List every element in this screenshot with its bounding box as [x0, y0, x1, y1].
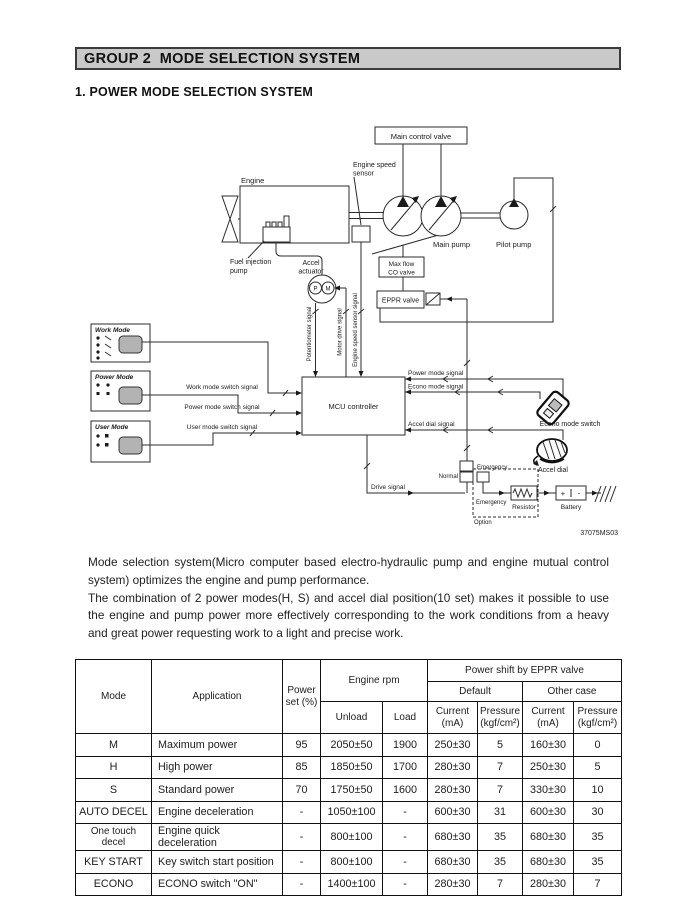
option-label: Option [474, 520, 492, 526]
cell-pressure-other: 35 [574, 851, 622, 874]
emergency-top-label: Emergency [477, 465, 508, 471]
cell-pressure-other: 10 [574, 779, 622, 802]
engine-speed-sensor-signal-label: Engine speed sensor signal [353, 293, 359, 367]
resistor-label: Resistor [512, 504, 536, 511]
svg-text:actuator: actuator [298, 268, 324, 276]
cell-load: 1900 [383, 734, 428, 757]
cell-pressure-default: 7 [478, 779, 523, 802]
description-text [88, 554, 609, 643]
main-pump-label: Main pump [433, 240, 471, 249]
main-control-valve-label: Main control valve [390, 132, 452, 141]
eppr-valve-label: EPPR valve [381, 297, 420, 305]
cell-mode: H [76, 756, 152, 779]
cell-load: - [383, 873, 428, 896]
group-header-title: GROUP 2 MODE SELECTION SYSTEM [84, 50, 361, 67]
col-header-other-case: Other case [523, 682, 622, 702]
cell-current-default: 280±30 [428, 779, 478, 802]
eppr-valve [377, 291, 467, 308]
drawing-number: 37075MS03 [580, 530, 618, 537]
cell-mode: M [76, 734, 152, 757]
cell-unload: 1850±50 [321, 756, 383, 779]
cell-unload: 800±100 [321, 824, 383, 851]
cell-current-default: 280±30 [428, 756, 478, 779]
engine-speed-sensor-label: Engine speed [353, 162, 396, 169]
main-pump [372, 196, 470, 257]
cell-application: Maximum power [152, 734, 283, 757]
fan-icon [222, 196, 238, 219]
cell-pressure-default: 7 [478, 873, 523, 896]
cell-power-set: 70 [283, 779, 321, 802]
col-header-mode: Mode [76, 660, 152, 734]
potentiometer-signal-label: Potentiometer signal [307, 306, 313, 362]
cell-unload: 1400±100 [321, 873, 383, 896]
table-row [76, 756, 622, 779]
normal-label: Normal [438, 474, 458, 480]
econo-mode-switch-icon [536, 390, 601, 428]
col-header-current-other: Current (mA) [523, 702, 574, 734]
user-mode-title: User Mode [95, 424, 129, 431]
battery-label: Battery [560, 504, 582, 511]
col-header-pressure-default: Pressure (kgf/cm²) [478, 702, 523, 734]
econo-mode-switch-label: Econo mode switch [539, 421, 601, 428]
cell-pressure-default: 35 [478, 824, 523, 851]
cell-mode: ECONO [76, 873, 152, 896]
cell-load: 1600 [383, 779, 428, 802]
cell-mode: AUTO DECEL [76, 801, 152, 824]
mcu-controller-label: MCU controller [328, 402, 379, 411]
max-flow-label: Max flow [388, 261, 415, 268]
motor-drive-signal-label: Motor drive signal [337, 308, 344, 356]
cell-pressure-default: 31 [478, 801, 523, 824]
cell-application: Engine deceleration [152, 801, 283, 824]
user-mode-switch-signal-label: User mode switch signal [186, 424, 258, 431]
col-header-power-shift: Power shift by EPPR valve [428, 660, 622, 682]
user-mode-button [119, 437, 142, 454]
cell-power-set: - [283, 801, 321, 824]
col-header-engine-rpm: Engine rpm [321, 660, 428, 702]
cell-power-set: 95 [283, 734, 321, 757]
cell-current-default: 280±30 [428, 873, 478, 896]
cell-power-set: - [283, 873, 321, 896]
cell-pressure-other: 35 [574, 824, 622, 851]
accel-actuator-label: Accel [302, 260, 320, 267]
cell-current-default: 250±30 [428, 734, 478, 757]
mode-selection-diagram [0, 110, 697, 550]
cell-application: Key switch start position [152, 851, 283, 874]
cell-pressure-other: 5 [574, 756, 622, 779]
cell-pressure-other: 0 [574, 734, 622, 757]
table-header-row-1 [76, 660, 622, 682]
work-mode-switch-signal-label: Work mode switch signal [186, 384, 258, 391]
svg-text:+: + [560, 489, 566, 498]
option-circuit [473, 469, 616, 526]
cell-load: 1700 [383, 756, 428, 779]
paragraph-2: The combination of 2 power modes(H, S) and accel dial position(10 set) makes it possible to use the engine and pump power more effectively corresponding to the work conditions from a heavy and great power requesting work to a light and precise work. [88, 590, 609, 641]
col-header-power-set: Power set (%) [283, 660, 321, 734]
m-label: M [325, 286, 331, 293]
accel-dial-signal-label: Accel dial signal [408, 421, 455, 428]
power-mode-panel [91, 371, 150, 411]
cell-load: - [383, 801, 428, 824]
max-flow-co-valve [379, 257, 424, 291]
col-header-default: Default [428, 682, 523, 702]
col-header-application: Application [152, 660, 283, 734]
group-header-bar [75, 47, 621, 70]
cell-current-other: 160±30 [523, 734, 574, 757]
cell-unload: 800±100 [321, 851, 383, 874]
power-mode-button [119, 387, 142, 404]
work-mode-button [119, 336, 142, 353]
cell-pressure-default: 5 [478, 734, 523, 757]
cell-application: High power [152, 756, 283, 779]
table-row [76, 801, 622, 824]
drive-signal-label: Drive signal [371, 484, 405, 491]
cell-mode: KEY START [76, 851, 152, 874]
cell-pressure-default: 7 [478, 756, 523, 779]
cell-pressure-other: 30 [574, 801, 622, 824]
ground-icon [595, 486, 616, 502]
cell-application: Standard power [152, 779, 283, 802]
cell-current-default: 680±30 [428, 824, 478, 851]
svg-text:pump: pump [230, 268, 248, 275]
col-header-unload: Unload [321, 702, 383, 734]
fuel-injection-pump-label: Fuel injection [230, 259, 272, 266]
cell-mode: One touch decel [76, 824, 152, 851]
cell-current-other: 680±30 [523, 851, 574, 874]
mcu-controller [302, 377, 405, 435]
cell-current-other: 600±30 [523, 801, 574, 824]
pilot-pump-label: Pilot pump [496, 240, 532, 249]
col-header-current-default: Current (mA) [428, 702, 478, 734]
work-mode-panel [91, 324, 150, 362]
cell-application: Engine quick deceleration [152, 824, 283, 851]
cell-load: - [383, 851, 428, 874]
cell-unload: 1050±100 [321, 801, 383, 824]
cell-current-other: 680±30 [523, 824, 574, 851]
table-row [76, 873, 622, 896]
user-mode-panel [91, 421, 150, 462]
cell-current-default: 680±30 [428, 851, 478, 874]
paragraph-1: Mode selection system(Micro computer based electro-hydraulic pump and engine mutual control system) optimizes the engine and pump performance. [88, 555, 609, 587]
cell-pressure-default: 35 [478, 851, 523, 874]
cell-application: ECONO switch "ON" [152, 873, 283, 896]
cell-mode: S [76, 779, 152, 802]
power-mode-title: Power Mode [95, 374, 134, 381]
table-row [76, 734, 622, 757]
cell-load: - [383, 824, 428, 851]
svg-text:sensor: sensor [353, 170, 375, 178]
svg-text:CO valve: CO valve [388, 269, 415, 277]
econo-mode-signal-label: Econo mode signal [408, 383, 464, 391]
accel-dial-label: Accel dial [538, 467, 568, 474]
emergency-inner-label: Emergency [476, 500, 507, 506]
cell-current-other: 250±30 [523, 756, 574, 779]
cell-current-other: 330±30 [523, 779, 574, 802]
cell-current-default: 600±30 [428, 801, 478, 824]
section-title: 1. POWER MODE SELECTION SYSTEM [75, 85, 313, 99]
p-label: P [313, 286, 318, 293]
cell-power-set: - [283, 851, 321, 874]
cell-pressure-other: 7 [574, 873, 622, 896]
power-mode-signal-label: Power mode signal [408, 370, 464, 377]
table-row [76, 824, 622, 851]
accel-dial-icon [533, 439, 568, 474]
cell-unload: 2050±50 [321, 734, 383, 757]
cell-power-set: - [283, 824, 321, 851]
table-row [76, 779, 622, 802]
col-header-pressure-other: Pressure (kgf/cm²) [574, 702, 622, 734]
work-mode-title: Work Mode [95, 327, 130, 334]
power-mode-switch-signal-label: Power mode switch signal [184, 404, 260, 411]
cell-power-set: 85 [283, 756, 321, 779]
cell-current-other: 280±30 [523, 873, 574, 896]
col-header-load: Load [383, 702, 428, 734]
panel-signal-wires [142, 342, 302, 445]
power-mode-spec-table [75, 659, 622, 896]
table-row [76, 851, 622, 874]
mcu-right-signals [405, 370, 563, 440]
svg-text:-: - [577, 488, 581, 498]
cell-unload: 1750±50 [321, 779, 383, 802]
engine-label: Engine [241, 176, 265, 185]
